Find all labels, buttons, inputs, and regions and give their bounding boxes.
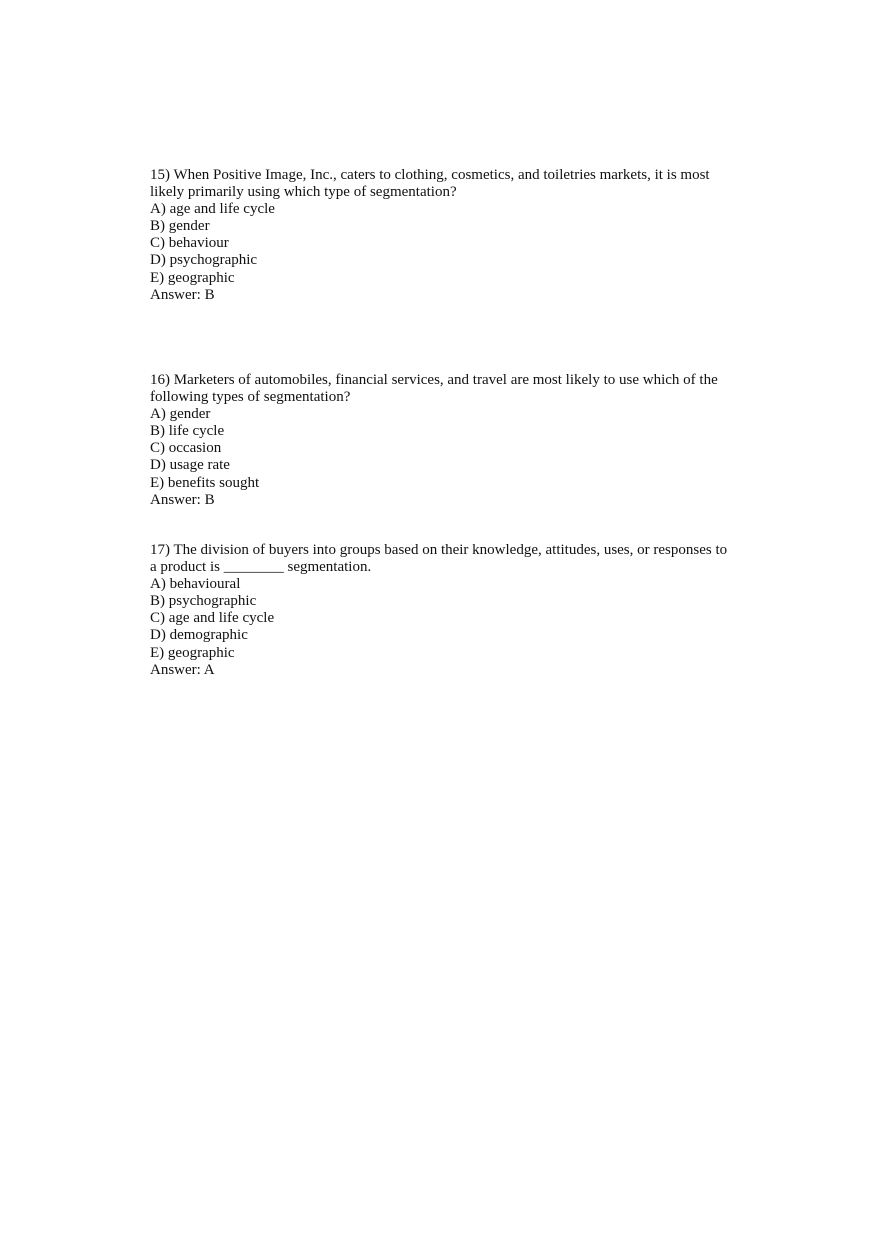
option-b: B) gender bbox=[150, 218, 210, 235]
question-text: a product is ________ segmentation. bbox=[150, 559, 372, 576]
option-a: A) age and life cycle bbox=[150, 201, 275, 218]
option-e: E) geographic bbox=[150, 269, 235, 286]
question-text: 15) When Positive Image, Inc., caters to clothing, cosmetics, and toiletries markets, it is most bbox=[150, 167, 710, 183]
question-text: 17) The division of buyers into groups based on their knowledge, attitudes, uses, or responses to bbox=[150, 542, 728, 558]
option-c: C) occasion bbox=[150, 440, 222, 457]
option-b: B) life cycle bbox=[150, 423, 225, 440]
answer: Answer: B bbox=[150, 286, 215, 303]
option-c: C) age and life cycle bbox=[150, 610, 275, 627]
question-text: 16) Marketers of automobiles, financial services, and travel are most likely to use which of the bbox=[150, 372, 718, 388]
option-e: E) geographic bbox=[150, 644, 235, 661]
option-e: E) benefits sought bbox=[150, 474, 260, 491]
answer: Answer: B bbox=[150, 491, 215, 508]
option-d: D) psychographic bbox=[150, 252, 258, 269]
question-text: likely primarily using which type of segmentation? bbox=[150, 184, 457, 201]
option-d: D) usage rate bbox=[150, 457, 230, 474]
question-text: following types of segmentation? bbox=[150, 389, 351, 406]
option-b: B) psychographic bbox=[150, 593, 257, 610]
question-15 bbox=[150, 167, 740, 304]
question-17 bbox=[150, 542, 740, 679]
option-a: A) behavioural bbox=[150, 576, 241, 593]
option-a: A) gender bbox=[150, 406, 211, 423]
question-16 bbox=[150, 372, 740, 509]
option-c: C) behaviour bbox=[150, 235, 229, 252]
answer: Answer: A bbox=[150, 661, 215, 678]
option-d: D) demographic bbox=[150, 627, 248, 644]
